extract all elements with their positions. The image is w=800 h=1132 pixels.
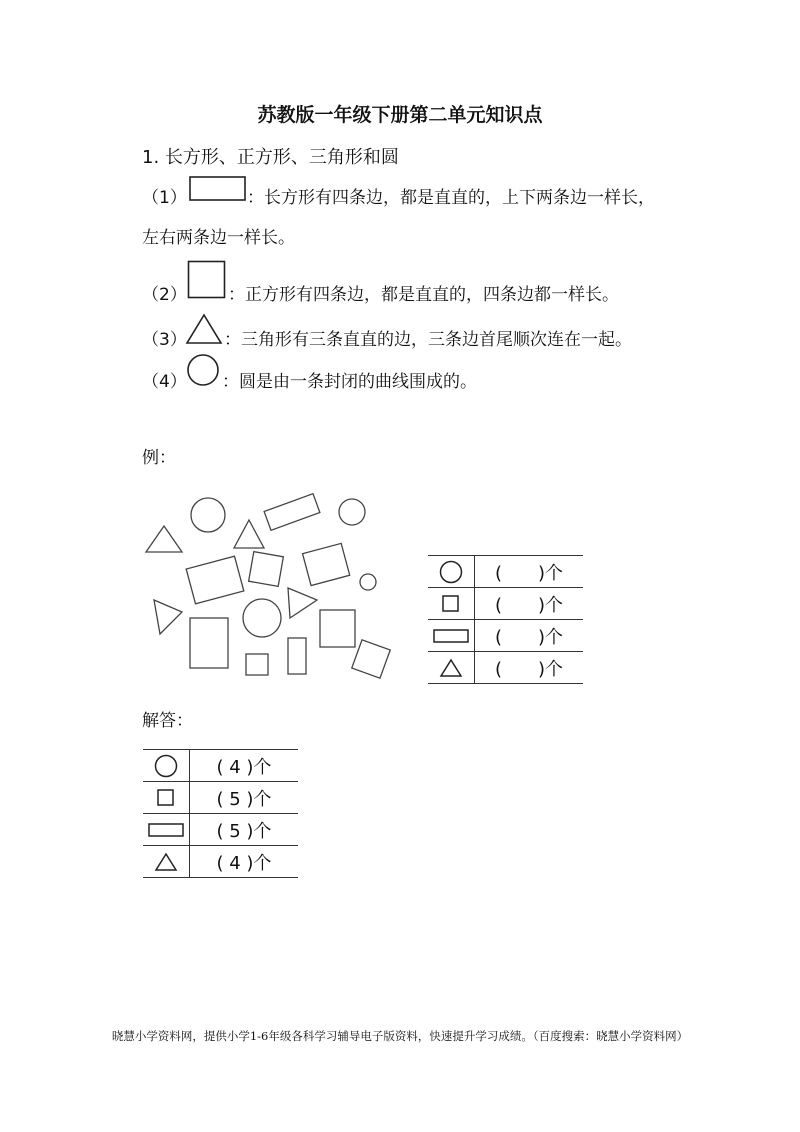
triangle-shape <box>154 600 182 634</box>
circle-shape <box>243 599 281 637</box>
rectangle-icon <box>147 822 185 838</box>
example-shapes-figure <box>140 488 400 688</box>
count-value: ( 4 )个 <box>190 750 299 782</box>
table-row <box>428 652 583 684</box>
item-number: （3） <box>142 330 187 350</box>
item-number: （4） <box>142 372 187 392</box>
item-text: ：圆是由一条封闭的曲线围成的。 <box>222 372 477 392</box>
table-row <box>428 620 583 652</box>
table-row <box>143 814 298 846</box>
square-shape <box>320 610 355 647</box>
triangle-icon <box>439 658 463 678</box>
circle-shape <box>360 574 376 590</box>
page-footer: 晓慧小学资料网，提供小学1-6年级各科学习辅导电子版资料，快速提升学习成绩。（百度搜索：晓慧小学资料网） <box>111 1029 689 1043</box>
rectangle-shape <box>190 618 228 668</box>
item-circle <box>142 367 187 392</box>
circle-icon <box>153 753 179 779</box>
table-row <box>428 556 583 588</box>
item-square <box>142 280 187 305</box>
table-row <box>143 782 298 814</box>
example-count-table <box>428 555 583 684</box>
page-title: 苏教版一年级下册第二单元知识点 <box>257 104 543 126</box>
square-shape <box>249 552 284 587</box>
triangle-shape-icon <box>185 313 223 345</box>
triangle-shape <box>146 526 182 552</box>
circle-shape <box>191 498 225 532</box>
count-blank: ( )个 <box>475 652 584 684</box>
table-row <box>143 750 298 782</box>
square-shape <box>246 654 268 675</box>
circle-icon <box>438 559 464 585</box>
table-row <box>143 846 298 878</box>
rectangle-shape <box>288 638 306 674</box>
rectangle-shape <box>264 494 320 531</box>
triangle-shape <box>288 588 317 618</box>
square-icon <box>156 788 176 808</box>
square-icon <box>441 594 461 614</box>
square-shape <box>352 640 390 678</box>
triangle-shape <box>234 520 264 548</box>
item-number: （1） <box>142 188 187 208</box>
square-shape-icon <box>187 260 227 300</box>
item-text: ：三角形有三条直直的边，三条边首尾顺次连在一起。 <box>224 330 632 350</box>
section-heading: 1. 长方形、正方形、三角形和圆 <box>142 147 399 168</box>
count-value: ( 5 )个 <box>190 814 299 846</box>
item-text: ：正方形有四条边，都是直直的，四条边都一样长。 <box>228 285 619 305</box>
count-blank: ( )个 <box>475 556 584 588</box>
circle-shape-icon <box>186 353 220 387</box>
item-triangle <box>142 325 187 350</box>
item-number: （2） <box>142 285 187 305</box>
rectangle-shape-icon <box>189 176 247 202</box>
rectangle-shape <box>303 543 350 585</box>
item-text-continued: 左右两条边一样长。 <box>142 228 295 248</box>
table-row <box>428 588 583 620</box>
triangle-icon <box>154 852 178 872</box>
circle-shape <box>339 499 365 525</box>
count-blank: ( )个 <box>475 588 584 620</box>
rectangle-shape <box>186 556 244 604</box>
count-value: ( 5 )个 <box>190 782 299 814</box>
item-text: ：长方形有四条边，都是直直的，上下两条边一样长， <box>247 188 655 208</box>
answer-label: 解答： <box>142 711 193 731</box>
count-blank: ( )个 <box>475 620 584 652</box>
count-value: ( 4 )个 <box>190 846 299 878</box>
example-label: 例： <box>142 448 176 468</box>
answer-count-table <box>143 749 298 878</box>
rectangle-icon <box>432 628 470 644</box>
item-rectangle <box>142 183 187 208</box>
